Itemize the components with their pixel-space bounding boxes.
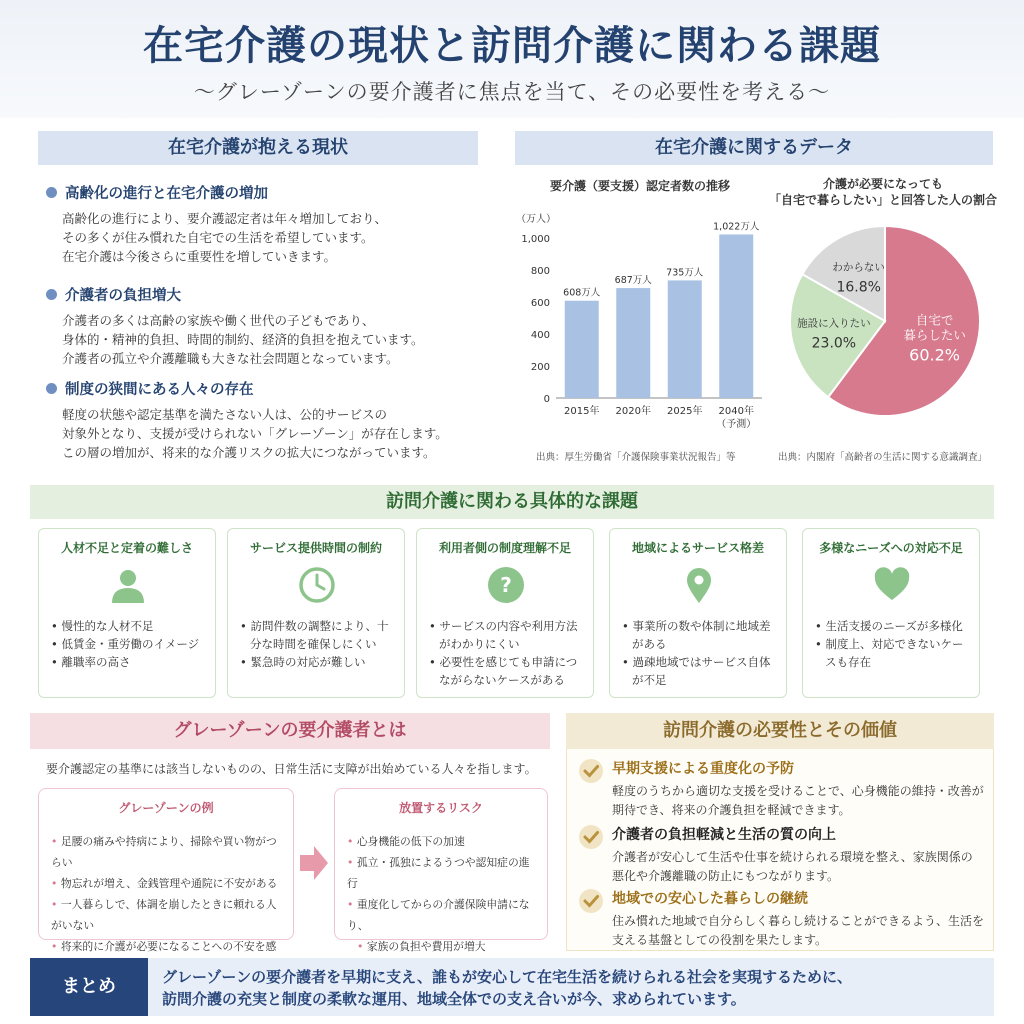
situation-item	[46, 378, 476, 462]
x-tick-label: 2025年	[667, 406, 703, 417]
bar	[616, 288, 650, 398]
situation-item-title: 高齢化の進行と在宅介護の増加	[65, 186, 268, 202]
summary-line: グレーゾーンの要介護者を早期に支え、誰もが安心して在宅生活を続けられる社会を実現するために、	[162, 968, 853, 986]
grayzone-heading: グレーゾーンの要介護者とは	[30, 713, 550, 749]
problem-card-title: 多様なニーズへの対応不足	[819, 541, 963, 555]
y-tick-label: 400	[530, 330, 550, 341]
problem-item: • 事業所の数や体制に地域差がある	[622, 617, 780, 653]
pie-slice-value: 23.0%	[811, 335, 857, 352]
problem-card	[227, 528, 405, 698]
summary-bar	[30, 958, 994, 1016]
value-line: 軽度のうちから適切な支援を受けることで、心身機能の維持・改善が	[612, 784, 984, 798]
situation-line: 対象外となり、支援が受けられない「グレーゾーン」が存在します。	[62, 426, 448, 441]
grayzone-examples-title: グレーゾーンの例	[118, 801, 214, 815]
problem-item: • 過疎地域ではサービス自体が不足	[622, 653, 780, 689]
bar	[565, 301, 599, 398]
situation-item	[46, 182, 476, 266]
pie-slice-label: わからない	[832, 261, 885, 274]
situation-line: 介護者の多くは高齢の家族や働く世代の子どもであり、	[62, 313, 375, 328]
data-heading: 在宅介護に関するデータ	[515, 131, 993, 165]
problem-item: • 必要性を感じても申請につながらないケースがある	[429, 653, 587, 689]
grayzone-risk: • 重度化してからの介護保険申請になり、	[347, 894, 539, 936]
y-tick-label: 0	[543, 394, 550, 405]
y-tick-label: 1,000	[521, 234, 550, 245]
pie-title-line: 介護が必要になっても	[822, 177, 943, 191]
grayzone-example: • 将来的に介護が必要になることへの不安を感	[51, 936, 285, 978]
x-tick-label: 2020年	[615, 406, 651, 417]
grayzone-risks-title: 放置するリスク	[399, 801, 483, 815]
situation-line: 身体的・精神的負担、時間的制約、経済的負担を抱えています。	[62, 332, 424, 347]
problem-card-title: サービス提供時間の制約	[249, 541, 382, 555]
problem-item: • 訪問件数の調整により、十分な時間を確保しにくい	[240, 617, 398, 653]
situation-item	[46, 284, 476, 368]
value-item	[578, 824, 988, 886]
problem-card	[416, 528, 594, 698]
value-heading: 訪問介護の必要性とその価値	[566, 713, 994, 749]
situation-line: 在宅介護は今後さらに重要性を増していきます。	[62, 249, 337, 264]
y-axis-label: （万人）	[516, 214, 556, 225]
bullet-dot-icon	[46, 289, 57, 300]
situation-item-title: 介護者の負担増大	[65, 288, 181, 304]
value-item-title: 早期支援による重度化の予防	[612, 761, 794, 777]
situation-item-title: 制度の狭間にある人々の存在	[65, 382, 254, 398]
problem-card-title: 人材不足と定着の難しさ	[60, 541, 193, 555]
page-subtitle: 〜グレーゾーンの要介護者に焦点を当て、その必要性を考える〜	[193, 80, 831, 104]
problem-item: • 生活支援のニーズが多様化	[815, 617, 973, 635]
bullet-dot-icon	[46, 383, 57, 394]
heart-icon	[872, 565, 912, 605]
pie-slice-label: 施設に入りたい	[797, 317, 871, 330]
grayzone-risks-box	[334, 788, 548, 953]
grayzone-risk: • 心身機能の低下の加速	[347, 831, 539, 852]
problem-card-title: 地域によるサービス格差	[631, 541, 764, 555]
problem-item: • 制度上、対応できないケースも存在	[815, 635, 973, 671]
problem-card	[802, 528, 980, 698]
question-icon	[486, 565, 526, 605]
pie-slice-value: 16.8%	[836, 279, 881, 296]
pie-title-line: 「自宅で暮らしたい」と回答した人の割合	[768, 193, 997, 207]
svg-text:?: ?	[500, 573, 512, 597]
grayzone-risk: • 家族の負担や費用が増大	[347, 936, 539, 957]
bar-chart-title: 要介護（要支援）認定者数の推移	[549, 179, 730, 193]
check-badge-icon	[578, 758, 604, 784]
problem-item: • 緊急時の対応が難しい	[240, 653, 398, 671]
summary-text	[162, 966, 984, 1010]
page-title: 在宅介護の現状と訪問介護に関わる課題	[143, 22, 881, 69]
y-tick-label: 200	[530, 362, 550, 373]
grayzone-example: • 物忘れが増え、金銭管理や通院に不安がある	[51, 873, 285, 894]
problem-card	[38, 528, 216, 698]
pie-chart-source: 出典：内閣府「高齢者の生活に関する意識調査」	[778, 452, 988, 463]
value-line: 悪化や介護離職の防止にもつながります。	[612, 869, 840, 883]
value-line: 期待でき、将来の介護負担を軽減できます。	[612, 803, 851, 817]
pie-slice-label: 自宅で	[915, 312, 954, 328]
page-header	[0, 0, 1024, 118]
pie-slice-label: 暮らしたい	[903, 327, 966, 343]
grayzone-example: • 一人暮らしで、体調を崩したときに頼れる人がいない	[51, 894, 285, 936]
situation-line: この層の増加が、将来的な介護リスクの拡大につながっています。	[62, 445, 436, 460]
right-arrow-icon	[300, 846, 328, 880]
situation-line: 介護者の孤立や介護離職も大きな社会問題となっています。	[62, 351, 399, 366]
problems-heading: 訪問介護に関わる具体的な課題	[30, 485, 994, 519]
situation-heading: 在宅介護が抱える現状	[38, 131, 478, 165]
bar	[719, 234, 753, 398]
value-item-title: 介護者の負担軽減と生活の質の向上	[612, 827, 836, 843]
check-badge-icon	[578, 888, 604, 914]
summary-line: 訪問介護の充実と制度の柔軟な運用、地域全体での支え合いが今、求められています。	[162, 990, 746, 1008]
x-tick-label: 2040年	[718, 406, 754, 417]
grayzone-risk: • 孤立・孤独によるうつや認知症の進行	[347, 852, 539, 894]
bar-data-label: 1,022万人	[713, 221, 760, 233]
grayzone-intro: 要介護認定の基準には該当しないものの、日常生活に支障が出始めている人々を指します。	[46, 762, 537, 776]
situation-line: 高齢化の進行により、要介護認定者は年々増加しており、	[62, 211, 388, 226]
problem-item: • 低賃金・重労働のイメージ	[51, 635, 209, 653]
clock-icon	[297, 565, 337, 605]
value-item-title: 地域での安心した暮らしの継続	[612, 891, 808, 907]
value-item	[578, 888, 988, 950]
x-tick-note: （予測）	[716, 419, 757, 430]
problem-card-title: 利用者側の制度理解不足	[438, 541, 571, 555]
bar-chart	[512, 206, 772, 446]
location-pin-icon	[679, 565, 719, 605]
situation-line: 軽度の状態や認定基準を満たさない人は、公的サービスの	[62, 407, 388, 422]
bar-data-label: 735万人	[666, 267, 704, 279]
y-tick-label: 600	[530, 298, 550, 309]
value-line: 介護者が安心して生活や仕事を続けられる環境を整え、家族関係の	[612, 850, 973, 864]
person-icon	[108, 565, 148, 605]
x-tick-label: 2015年	[564, 406, 600, 417]
grayzone-example: • 足腰の痛みや持病により、掃除や買い物がつらい	[51, 831, 285, 873]
y-tick-label: 800	[530, 266, 550, 277]
problem-item: • サービスの内容や利用方法がわかりにくい	[429, 617, 587, 653]
summary-label: まとめ	[30, 958, 148, 1016]
check-badge-icon	[578, 824, 604, 850]
problem-card	[609, 528, 787, 698]
pie-chart-title	[768, 176, 998, 208]
bar	[668, 280, 702, 398]
pie-chart	[785, 216, 985, 426]
value-line: 住み慣れた地域で自分らしく暮らし続けることができるよう、生活を	[612, 914, 985, 928]
bar-data-label: 608万人	[563, 287, 601, 299]
problem-item: • 慢性的な人材不足	[51, 617, 209, 635]
value-line: 支える基盤としての役割を果たします。	[612, 933, 828, 947]
bullet-dot-icon	[46, 187, 57, 198]
problem-item: • 離職率の高さ	[51, 653, 209, 671]
bar-data-label: 687万人	[614, 275, 652, 287]
grayzone-examples-box	[38, 788, 294, 953]
pie-slice-value: 60.2%	[909, 345, 961, 365]
bar-chart-source: 出典：厚生労働省「介護保険事業状況報告」等	[536, 452, 736, 463]
value-item	[578, 758, 988, 820]
situation-line: その多くが住み慣れた自宅での生活を希望しています。	[62, 230, 374, 245]
